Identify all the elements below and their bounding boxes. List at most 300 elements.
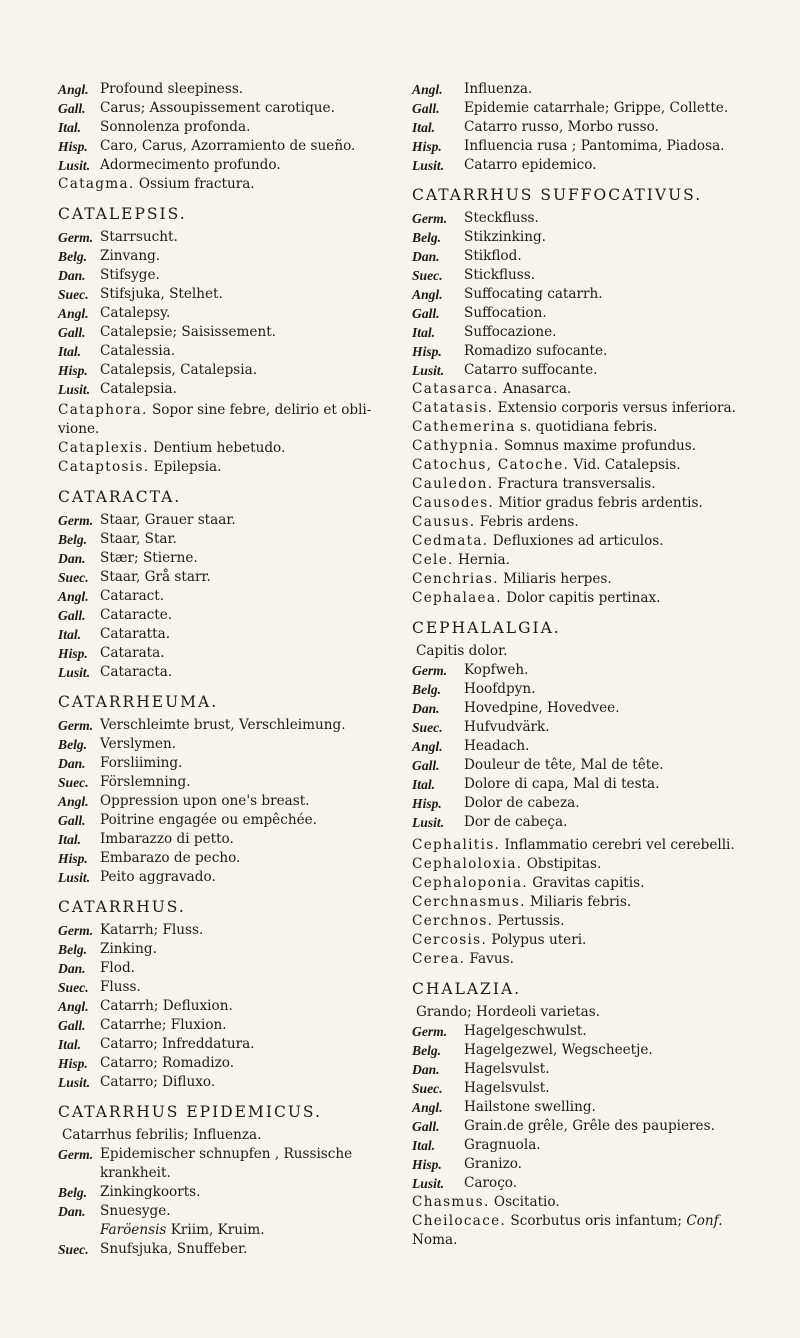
lang-value: Steckfluss. bbox=[464, 210, 539, 226]
heading-chalazia: CHALAZIA. bbox=[412, 980, 522, 998]
lang-entry bbox=[58, 380, 398, 399]
lang-entry bbox=[58, 978, 398, 997]
lang-label: Lusit. bbox=[58, 1075, 91, 1090]
lang-value: Catarro epidemico. bbox=[464, 157, 597, 173]
lang-value: Stifsyge. bbox=[100, 267, 160, 283]
term-definition: Vid. Catalepsis. bbox=[573, 457, 681, 473]
term-cataphora: Cataphora. Sopor sine febre, delirio et obli- vione. bbox=[58, 402, 372, 437]
lang-value: Fluss. bbox=[100, 979, 141, 995]
lang-entry bbox=[412, 1136, 772, 1155]
lang-entry bbox=[58, 716, 398, 735]
lang-entry bbox=[412, 1060, 772, 1079]
lang-entry bbox=[412, 304, 772, 323]
lang-label: Gall. bbox=[58, 325, 86, 340]
lang-label: Germ. bbox=[412, 211, 448, 226]
entry-germ: Germ. Epidemischer schnupfen , Russische krankheit. bbox=[58, 1146, 353, 1181]
heading-cephalalgia: CEPHALALGIA. bbox=[412, 619, 561, 637]
lang-entry bbox=[58, 304, 398, 323]
lang-entry bbox=[58, 868, 398, 887]
lang-value: Grain.de grêle, Grêle des paupieres. bbox=[464, 1118, 715, 1134]
lang-entry bbox=[58, 1054, 398, 1073]
term-entry bbox=[412, 931, 772, 950]
lang-value: Dor de cabeça. bbox=[464, 814, 568, 830]
term-entry bbox=[412, 589, 772, 608]
term-definition: Febris ardens. bbox=[479, 514, 579, 530]
term-definition: Mitior gradus febris ardentis. bbox=[498, 495, 703, 511]
lang-label: Dan. bbox=[412, 249, 440, 264]
lang-value: Cataract. bbox=[100, 588, 165, 604]
term-entry bbox=[412, 475, 772, 494]
term-word: Cele. bbox=[412, 552, 454, 568]
lang-label: Angl. bbox=[412, 287, 443, 302]
term-word: Cercosis. bbox=[412, 932, 488, 948]
term-definition: Somnus maxime profundus. bbox=[503, 438, 697, 454]
entry-suec: Suec. Snufsjuka, Snuffeber. bbox=[58, 1241, 248, 1257]
lang-value: Hovedpine, Hovedvee. bbox=[464, 700, 620, 716]
term-word: Cathemerina bbox=[412, 419, 516, 435]
lang-value: Carus; Assoupissement carotique. bbox=[100, 100, 335, 116]
lang-value: Embarazo de pecho. bbox=[100, 850, 241, 866]
heading-catarrhus: CATARRHUS. bbox=[58, 898, 186, 916]
lang-entry bbox=[412, 137, 772, 156]
term-cheilocace: Cheilocace. Scorbutus oris infantum; Conf. bbox=[412, 1213, 723, 1229]
lang-entry bbox=[58, 773, 398, 792]
lang-value: Sonnolenza profonda. bbox=[100, 119, 251, 135]
lang-value: Stær; Stierne. bbox=[100, 550, 198, 566]
entry-faroensis: Faröensis Kriim, Kruim. bbox=[100, 1222, 265, 1238]
lang-value: Stikzinking. bbox=[464, 229, 546, 245]
term-entry bbox=[412, 950, 772, 969]
catarrhus-entries bbox=[58, 921, 398, 1092]
lang-label: Suec. bbox=[58, 775, 89, 790]
lang-entry bbox=[412, 1041, 772, 1060]
lang-entry bbox=[58, 644, 398, 663]
term-entry bbox=[412, 893, 772, 912]
lang-entry bbox=[58, 342, 398, 361]
lang-label: Germ. bbox=[58, 230, 94, 245]
term-definition: Miliaris herpes. bbox=[503, 571, 612, 587]
lang-value: Flod. bbox=[100, 960, 135, 976]
lang-label: Gall. bbox=[58, 608, 86, 623]
lang-value: Staar, Grauer staar. bbox=[100, 512, 236, 528]
lang-entry bbox=[58, 80, 398, 99]
lang-value: Starrsucht. bbox=[100, 229, 178, 245]
entry-belg: Belg. Zinkingkoorts. bbox=[58, 1184, 201, 1200]
term-definition: Extensio corporis versus inferiora. bbox=[497, 400, 736, 416]
heading-cataracta: CATARACTA. bbox=[58, 488, 182, 506]
lang-value: Katarrh; Fluss. bbox=[100, 922, 204, 938]
lang-label: Hisp. bbox=[412, 139, 442, 154]
heading-catalepsis: CATALEPSIS. bbox=[58, 205, 187, 223]
lang-value: Romadizo sufocante. bbox=[464, 343, 608, 359]
lang-value: Catarro; Romadizo. bbox=[100, 1055, 235, 1071]
lang-label: Ital. bbox=[58, 120, 82, 135]
lang-label: Angl. bbox=[58, 589, 89, 604]
lang-entry bbox=[58, 625, 398, 644]
lang-label: Germ. bbox=[412, 1024, 448, 1039]
lang-value: Catarata. bbox=[100, 645, 165, 661]
lang-entry bbox=[58, 511, 398, 530]
lang-label: Ital. bbox=[58, 627, 82, 642]
lang-label: Suec. bbox=[58, 570, 89, 585]
lang-value: Catarrh; Defluxion. bbox=[100, 998, 233, 1014]
lang-entry bbox=[58, 754, 398, 773]
term-word: Catochus, Catoche. bbox=[412, 457, 570, 473]
lang-label: Dan. bbox=[58, 551, 86, 566]
term-definition: Miliaris febris. bbox=[530, 894, 632, 910]
right-column bbox=[412, 80, 772, 1250]
lang-label: Angl. bbox=[58, 82, 89, 97]
term-entry bbox=[412, 399, 772, 418]
lang-entry bbox=[58, 830, 398, 849]
lang-label: Ital. bbox=[412, 325, 436, 340]
subhead-capitis-dolor: Capitis dolor. bbox=[416, 643, 508, 659]
lang-value: Catarro suffocante. bbox=[464, 362, 598, 378]
suffocativus-entries bbox=[412, 209, 772, 380]
lang-entry bbox=[58, 735, 398, 754]
lang-label: Ital. bbox=[58, 1037, 82, 1052]
lang-value: Suffocation. bbox=[464, 305, 547, 321]
lang-value: Cataratta. bbox=[100, 626, 171, 642]
lang-label: Hisp. bbox=[412, 344, 442, 359]
lang-entry bbox=[412, 80, 772, 99]
term-word: Cenchrias. bbox=[412, 571, 499, 587]
lang-label: Hisp. bbox=[58, 646, 88, 661]
lang-value: Imbarazzo di petto. bbox=[100, 831, 234, 847]
lang-value: Cataracte. bbox=[100, 607, 173, 623]
lang-value: Suffocating catarrh. bbox=[464, 286, 603, 302]
lang-value: Verslymen. bbox=[100, 736, 177, 752]
lang-value: Catalepsis, Catalepsia. bbox=[100, 362, 258, 378]
lang-entry bbox=[412, 680, 772, 699]
lang-label: Belg. bbox=[58, 737, 88, 752]
lang-value: Profound sleepiness. bbox=[100, 81, 244, 97]
term-definition: Favus. bbox=[469, 951, 514, 967]
subhead-catarrhus-febrilis: Catarrhus febrilis; Influenza. bbox=[62, 1127, 262, 1143]
lang-entry bbox=[58, 921, 398, 940]
lang-label: Germ. bbox=[58, 718, 94, 733]
lang-label: Germ. bbox=[58, 923, 94, 938]
term-entry bbox=[412, 494, 772, 513]
lang-value: Dolore di capa, Mal di testa. bbox=[464, 776, 660, 792]
lang-entry bbox=[58, 228, 398, 247]
lang-label: Lusit. bbox=[58, 158, 91, 173]
lang-entry bbox=[412, 1155, 772, 1174]
lang-value: Stifsjuka, Stelhet. bbox=[100, 286, 223, 302]
lang-label: Dan. bbox=[58, 268, 86, 283]
lang-value: Caro, Carus, Azorramiento de sueño. bbox=[100, 138, 356, 154]
lang-label: Lusit. bbox=[412, 363, 445, 378]
lang-label: Hisp. bbox=[58, 139, 88, 154]
lang-label: Lusit. bbox=[412, 1176, 445, 1191]
lang-label: Dan. bbox=[58, 961, 86, 976]
lang-value: Catalepsia. bbox=[100, 381, 177, 397]
term-entry bbox=[412, 912, 772, 931]
lang-label: Belg. bbox=[412, 230, 442, 245]
lang-value: Peito aggravado. bbox=[100, 869, 216, 885]
lang-label: Gall. bbox=[58, 813, 86, 828]
lang-label: Angl. bbox=[58, 794, 89, 809]
lang-value: Förslemning. bbox=[100, 774, 191, 790]
lang-value: Hufvudvärk. bbox=[464, 719, 550, 735]
lang-entry bbox=[412, 228, 772, 247]
lang-value: Verschleimte brust, Verschleimung. bbox=[100, 717, 346, 733]
lang-entry bbox=[412, 99, 772, 118]
lang-value: Oppression upon one's breast. bbox=[100, 793, 310, 809]
lang-entry bbox=[58, 1016, 398, 1035]
term-definition: s. quotidiana febris. bbox=[520, 419, 658, 435]
lang-value: Catalepsy. bbox=[100, 305, 171, 321]
lang-value: Catalessia. bbox=[100, 343, 176, 359]
lang-value: Cataracta. bbox=[100, 664, 173, 680]
lang-value: Stickfluss. bbox=[464, 267, 536, 283]
lang-entry bbox=[412, 775, 772, 794]
lang-label: Belg. bbox=[58, 942, 88, 957]
term-entry bbox=[412, 380, 772, 399]
term-definition: Polypus uteri. bbox=[491, 932, 587, 948]
term-word: Cerchnasmus. bbox=[412, 894, 526, 910]
lang-entry bbox=[58, 323, 398, 342]
lang-entry bbox=[412, 342, 772, 361]
lang-label: Ital. bbox=[412, 1138, 436, 1153]
lang-value: Zinking. bbox=[100, 941, 157, 957]
term-cheilocace-tail: Noma. bbox=[412, 1232, 458, 1248]
lang-value: Suffocazione. bbox=[464, 324, 557, 340]
lang-value: Hagelsvulst. bbox=[464, 1061, 550, 1077]
lang-entry bbox=[412, 737, 772, 756]
term-definition: Pertussis. bbox=[497, 913, 565, 929]
lang-entry bbox=[58, 587, 398, 606]
term-definition: Inflammatio cerebri vel cerebelli. bbox=[504, 837, 735, 853]
entry-dan: Dan. Snuesyge. bbox=[58, 1203, 171, 1219]
lang-entry bbox=[412, 1079, 772, 1098]
term-entry bbox=[412, 456, 772, 475]
lang-value: Dolor de cabeza. bbox=[464, 795, 580, 811]
lang-label: Lusit. bbox=[412, 158, 445, 173]
influenza-block bbox=[412, 80, 772, 175]
lang-value: Adormecimento profundo. bbox=[100, 157, 281, 173]
term-word: Catatasis. bbox=[412, 400, 494, 416]
term-word: Causodes. bbox=[412, 495, 495, 511]
term-entry bbox=[412, 570, 772, 589]
lang-label: Suec. bbox=[412, 720, 443, 735]
lang-entry bbox=[412, 661, 772, 680]
lang-value: Staar, Star. bbox=[100, 531, 177, 547]
lang-entry bbox=[58, 99, 398, 118]
lang-label: Lusit. bbox=[58, 382, 91, 397]
lang-value: Catarro russo, Morbo russo. bbox=[464, 119, 659, 135]
lang-value: Hailstone swelling. bbox=[464, 1099, 596, 1115]
lang-label: Germ. bbox=[412, 663, 448, 678]
term-definition: Gravitas capitis. bbox=[532, 875, 645, 891]
lang-label: Hisp. bbox=[412, 1157, 442, 1172]
lang-label: Suec. bbox=[412, 268, 443, 283]
term-cataptosis: Cataptosis. Epilepsia. bbox=[58, 459, 222, 475]
lang-entry bbox=[58, 606, 398, 625]
lang-entry bbox=[412, 266, 772, 285]
lang-entry bbox=[58, 940, 398, 959]
lang-label: Angl. bbox=[412, 1100, 443, 1115]
lang-entry bbox=[412, 156, 772, 175]
subhead-grando: Grando; Hordeoli varietas. bbox=[416, 1004, 601, 1020]
term-definition: Anasarca. bbox=[503, 381, 572, 397]
catalepsis-entries bbox=[58, 228, 398, 399]
lang-label: Ital. bbox=[58, 344, 82, 359]
term-definition: Fractura transversalis. bbox=[497, 476, 656, 492]
lang-label: Gall. bbox=[58, 1018, 86, 1033]
lang-entry bbox=[58, 549, 398, 568]
term-definition: Obstipitas. bbox=[526, 856, 602, 872]
term-entry bbox=[412, 437, 772, 456]
chalazia-entries bbox=[412, 1022, 772, 1193]
lang-label: Suec. bbox=[58, 980, 89, 995]
lang-label: Ital. bbox=[58, 832, 82, 847]
heading-catarrhus-epidemicus: CATARRHUS EPIDEMICUS. bbox=[58, 1103, 322, 1121]
catarrheuma-entries bbox=[58, 716, 398, 887]
term-catagma: Catagma. Ossium fractura. bbox=[58, 176, 255, 192]
heading-catarrheuma: CATARRHEUMA. bbox=[58, 693, 219, 711]
term-entry bbox=[412, 418, 772, 437]
lang-entry bbox=[58, 1073, 398, 1092]
lang-value: Zinvang. bbox=[100, 248, 161, 264]
lang-label: Lusit. bbox=[58, 870, 91, 885]
lang-value: Poitrine engagée ou empêchée. bbox=[100, 812, 317, 828]
lang-value: Kopfweh. bbox=[464, 662, 529, 678]
lang-label: Angl. bbox=[412, 739, 443, 754]
lang-label: Hisp. bbox=[58, 1056, 88, 1071]
term-definition: Dolor capitis pertinax. bbox=[506, 590, 661, 606]
term-definition: Defluxiones ad articulos. bbox=[492, 533, 664, 549]
lang-entry bbox=[58, 663, 398, 682]
lang-entry bbox=[412, 209, 772, 228]
lang-value: Catalepsie; Saisissement. bbox=[100, 324, 276, 340]
lang-label: Gall. bbox=[412, 1119, 440, 1134]
lang-label: Lusit. bbox=[412, 815, 445, 830]
term-word: Cedmata. bbox=[412, 533, 489, 549]
term-entry bbox=[412, 836, 772, 855]
lang-value: Influencia rusa ; Pantomima, Piadosa. bbox=[464, 138, 725, 154]
lang-value: Douleur de tête, Mal de tête. bbox=[464, 757, 664, 773]
lang-entry bbox=[58, 530, 398, 549]
lang-entry bbox=[412, 1117, 772, 1136]
term-word: Cathypnia. bbox=[412, 438, 500, 454]
lang-label: Belg. bbox=[58, 532, 88, 547]
lang-entry bbox=[412, 1174, 772, 1193]
term-cataplexis: Cataplexis. Dentium hebetudo. bbox=[58, 440, 286, 456]
lang-value: Staar, Grå starr. bbox=[100, 569, 211, 585]
lang-entry bbox=[58, 811, 398, 830]
lang-label: Gall. bbox=[412, 306, 440, 321]
lang-entry bbox=[58, 361, 398, 380]
lang-value: Influenza. bbox=[464, 81, 533, 97]
lang-label: Dan. bbox=[412, 1062, 440, 1077]
lang-label: Belg. bbox=[58, 249, 88, 264]
term-word: Cephaloloxia. bbox=[412, 856, 523, 872]
lang-label: Belg. bbox=[412, 682, 442, 697]
term-chasmus: Chasmus. Oscitatio. bbox=[412, 1194, 560, 1210]
terms-a-block bbox=[412, 380, 772, 608]
lang-label: Gall. bbox=[412, 101, 440, 116]
lang-entry bbox=[58, 849, 398, 868]
term-entry bbox=[412, 513, 772, 532]
lang-entry bbox=[58, 118, 398, 137]
lang-value: Catarro; Difluxo. bbox=[100, 1074, 216, 1090]
lang-label: Gall. bbox=[58, 101, 86, 116]
lang-value: Hagelsvulst. bbox=[464, 1080, 550, 1096]
lang-entry bbox=[58, 137, 398, 156]
lang-label: Ital. bbox=[412, 120, 436, 135]
lang-value: Stikflod. bbox=[464, 248, 522, 264]
lang-entry bbox=[412, 361, 772, 380]
lang-label: Suec. bbox=[58, 287, 89, 302]
term-word: Cephalitis. bbox=[412, 837, 501, 853]
term-word: Cerchnos. bbox=[412, 913, 494, 929]
lang-label: Angl. bbox=[412, 82, 443, 97]
lang-label: Ital. bbox=[412, 777, 436, 792]
term-word: Catasarca. bbox=[412, 381, 499, 397]
term-entry bbox=[412, 874, 772, 893]
lang-label: Angl. bbox=[58, 306, 89, 321]
lang-entry bbox=[58, 156, 398, 175]
lang-label: Dan. bbox=[412, 701, 440, 716]
term-word: Cephaloponia. bbox=[412, 875, 528, 891]
lang-entry bbox=[412, 794, 772, 813]
lang-value: Gragnuola. bbox=[464, 1137, 541, 1153]
lang-value: Caroço. bbox=[464, 1175, 518, 1191]
lang-label: Suec. bbox=[412, 1081, 443, 1096]
profound-sleepiness-block bbox=[58, 80, 398, 175]
lang-entry bbox=[58, 1035, 398, 1054]
lang-entry bbox=[412, 699, 772, 718]
lang-entry bbox=[58, 997, 398, 1016]
terms-b-block bbox=[412, 836, 772, 969]
lang-entry bbox=[412, 718, 772, 737]
term-entry bbox=[412, 855, 772, 874]
lang-value: Headach. bbox=[464, 738, 530, 754]
lang-value: Forsliiming. bbox=[100, 755, 183, 771]
lang-value: Hagelgeschwulst. bbox=[464, 1023, 587, 1039]
lang-value: Catarrhe; Fluxion. bbox=[100, 1017, 227, 1033]
term-word: Cephalaea. bbox=[412, 590, 502, 606]
cephalalgia-entries bbox=[412, 661, 772, 832]
lang-label: Germ. bbox=[58, 513, 94, 528]
lang-entry bbox=[412, 247, 772, 266]
lang-label: Dan. bbox=[58, 756, 86, 771]
lang-entry bbox=[412, 118, 772, 137]
lang-label: Hisp. bbox=[58, 851, 88, 866]
lang-entry bbox=[58, 792, 398, 811]
lang-label: Hisp. bbox=[412, 796, 442, 811]
lang-entry bbox=[412, 323, 772, 342]
lang-entry bbox=[412, 756, 772, 775]
term-word: Causus. bbox=[412, 514, 476, 530]
lang-value: Granizo. bbox=[464, 1156, 522, 1172]
lang-value: Catarro; Infreddatura. bbox=[100, 1036, 255, 1052]
lang-entry bbox=[58, 959, 398, 978]
lang-label: Angl. bbox=[58, 999, 89, 1014]
lang-value: Hoofdpyn. bbox=[464, 681, 536, 697]
term-word: Cerea. bbox=[412, 951, 466, 967]
lang-label: Hisp. bbox=[58, 363, 88, 378]
term-entry bbox=[412, 551, 772, 570]
lang-entry bbox=[412, 1022, 772, 1041]
lang-value: Hagelgezwel, Wegscheetje. bbox=[464, 1042, 653, 1058]
lang-entry bbox=[58, 247, 398, 266]
lang-value: Epidemie catarrhale; Grippe, Collette. bbox=[464, 100, 729, 116]
lang-entry bbox=[412, 1098, 772, 1117]
cataracta-entries bbox=[58, 511, 398, 682]
lang-label: Belg. bbox=[412, 1043, 442, 1058]
